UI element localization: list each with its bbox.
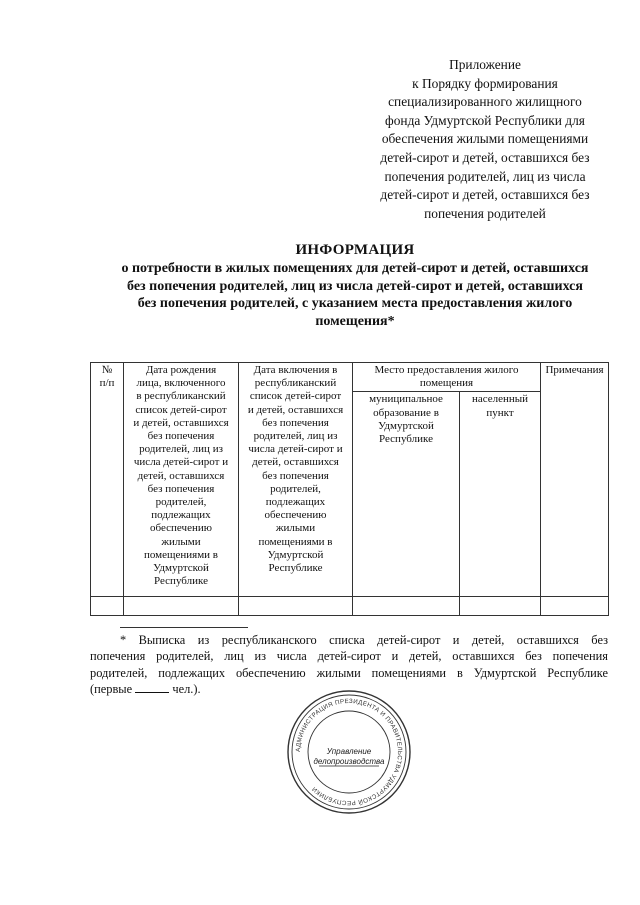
footnote-line: (первые чел.). xyxy=(90,682,201,697)
blank-field xyxy=(135,681,169,693)
info-table xyxy=(90,362,609,616)
appendix-line: к Порядку формирования xyxy=(412,75,558,91)
table-cell xyxy=(541,597,609,616)
title-line: о потребности в жилых помещениях для детей-сирот и детей, оставшихся xyxy=(121,261,589,276)
title-line: без попечения родителей, лиц из числа детей-сирот и детей, оставшихся xyxy=(127,278,583,294)
col-header-notes: Примечания xyxy=(541,363,609,597)
table-cell xyxy=(460,597,541,616)
appendix-line: детей-сирот и детей, оставшихся без xyxy=(380,187,590,203)
appendix-line: попечения родителей, лиц из числа xyxy=(384,168,586,184)
col-header-number: № п/п xyxy=(91,363,124,597)
col-header-settlement: населенный пункт xyxy=(460,392,541,597)
appendix-line: фонда Удмуртской Республики для xyxy=(385,112,585,128)
appendix-line: детей-сирот и детей, оставшихся без xyxy=(380,149,590,165)
col-header-municipality: муниципальное образование в Удмуртской Республике xyxy=(353,392,460,597)
title-line: помещения* xyxy=(315,313,395,329)
col-header-inclusion-date: Дата включения в республиканский список детей-сирот и детей, оставшихся без попечения родителей, лиц из числа детей-сирот и детей, оставшихся без попечения родителей, подлежащих обеспечению жилыми помещениями в Удмуртской Республике xyxy=(239,363,353,597)
table-row xyxy=(91,597,609,616)
stamp-ring-text: АДМИНИСТРАЦИЯ ПРЕЗИДЕНТА И ПРАВИТЕЛЬСТВА УДМУРТСКОЙ РЕСПУБЛИКИ xyxy=(294,697,404,807)
title-line: без попечения родителей, с указанием места предоставления жилого xyxy=(137,296,573,312)
document-title xyxy=(60,240,640,330)
title-heading: ИНФОРМАЦИЯ xyxy=(295,242,415,258)
official-stamp xyxy=(285,688,413,816)
col-header-place: Место предоставления жилого помещения xyxy=(353,363,541,392)
table-cell xyxy=(124,597,239,616)
footnote-line: попечения родителей, лиц из числа детей-сирот и детей, оставшихся без попечения xyxy=(90,649,608,664)
footnote-divider xyxy=(120,627,248,628)
appendix-line: специализированного жилищного xyxy=(388,94,582,110)
table-cell xyxy=(239,597,353,616)
appendix-line: обеспечения жилыми помещениями xyxy=(381,131,589,147)
footnote-line: родителей, подлежащих обеспечению жилыми помещениями в Удмуртской Республике xyxy=(90,665,608,680)
stamp-text-line1: Управление xyxy=(326,747,372,756)
table-cell xyxy=(353,597,460,616)
appendix-line: попечения родителей xyxy=(424,205,546,221)
appendix-line: Приложение xyxy=(449,57,521,72)
footnote-line: * Выписка из республиканского списка детей-сирот и детей, оставшихся без xyxy=(120,633,608,647)
col-header-birth-date: Дата рождения лица, включенного в республиканский список детей-сирот и детей, оставшихся без попечения родителей, лиц из числа детей-сирот и детей, оставшихся без попечения родителей, подлежащих обеспечению жилыми помещениями в Удмуртской Республике xyxy=(124,363,239,597)
stamp-text-line2: делопроизводства xyxy=(313,757,385,766)
appendix-block xyxy=(345,56,625,223)
table-cell xyxy=(91,597,124,616)
